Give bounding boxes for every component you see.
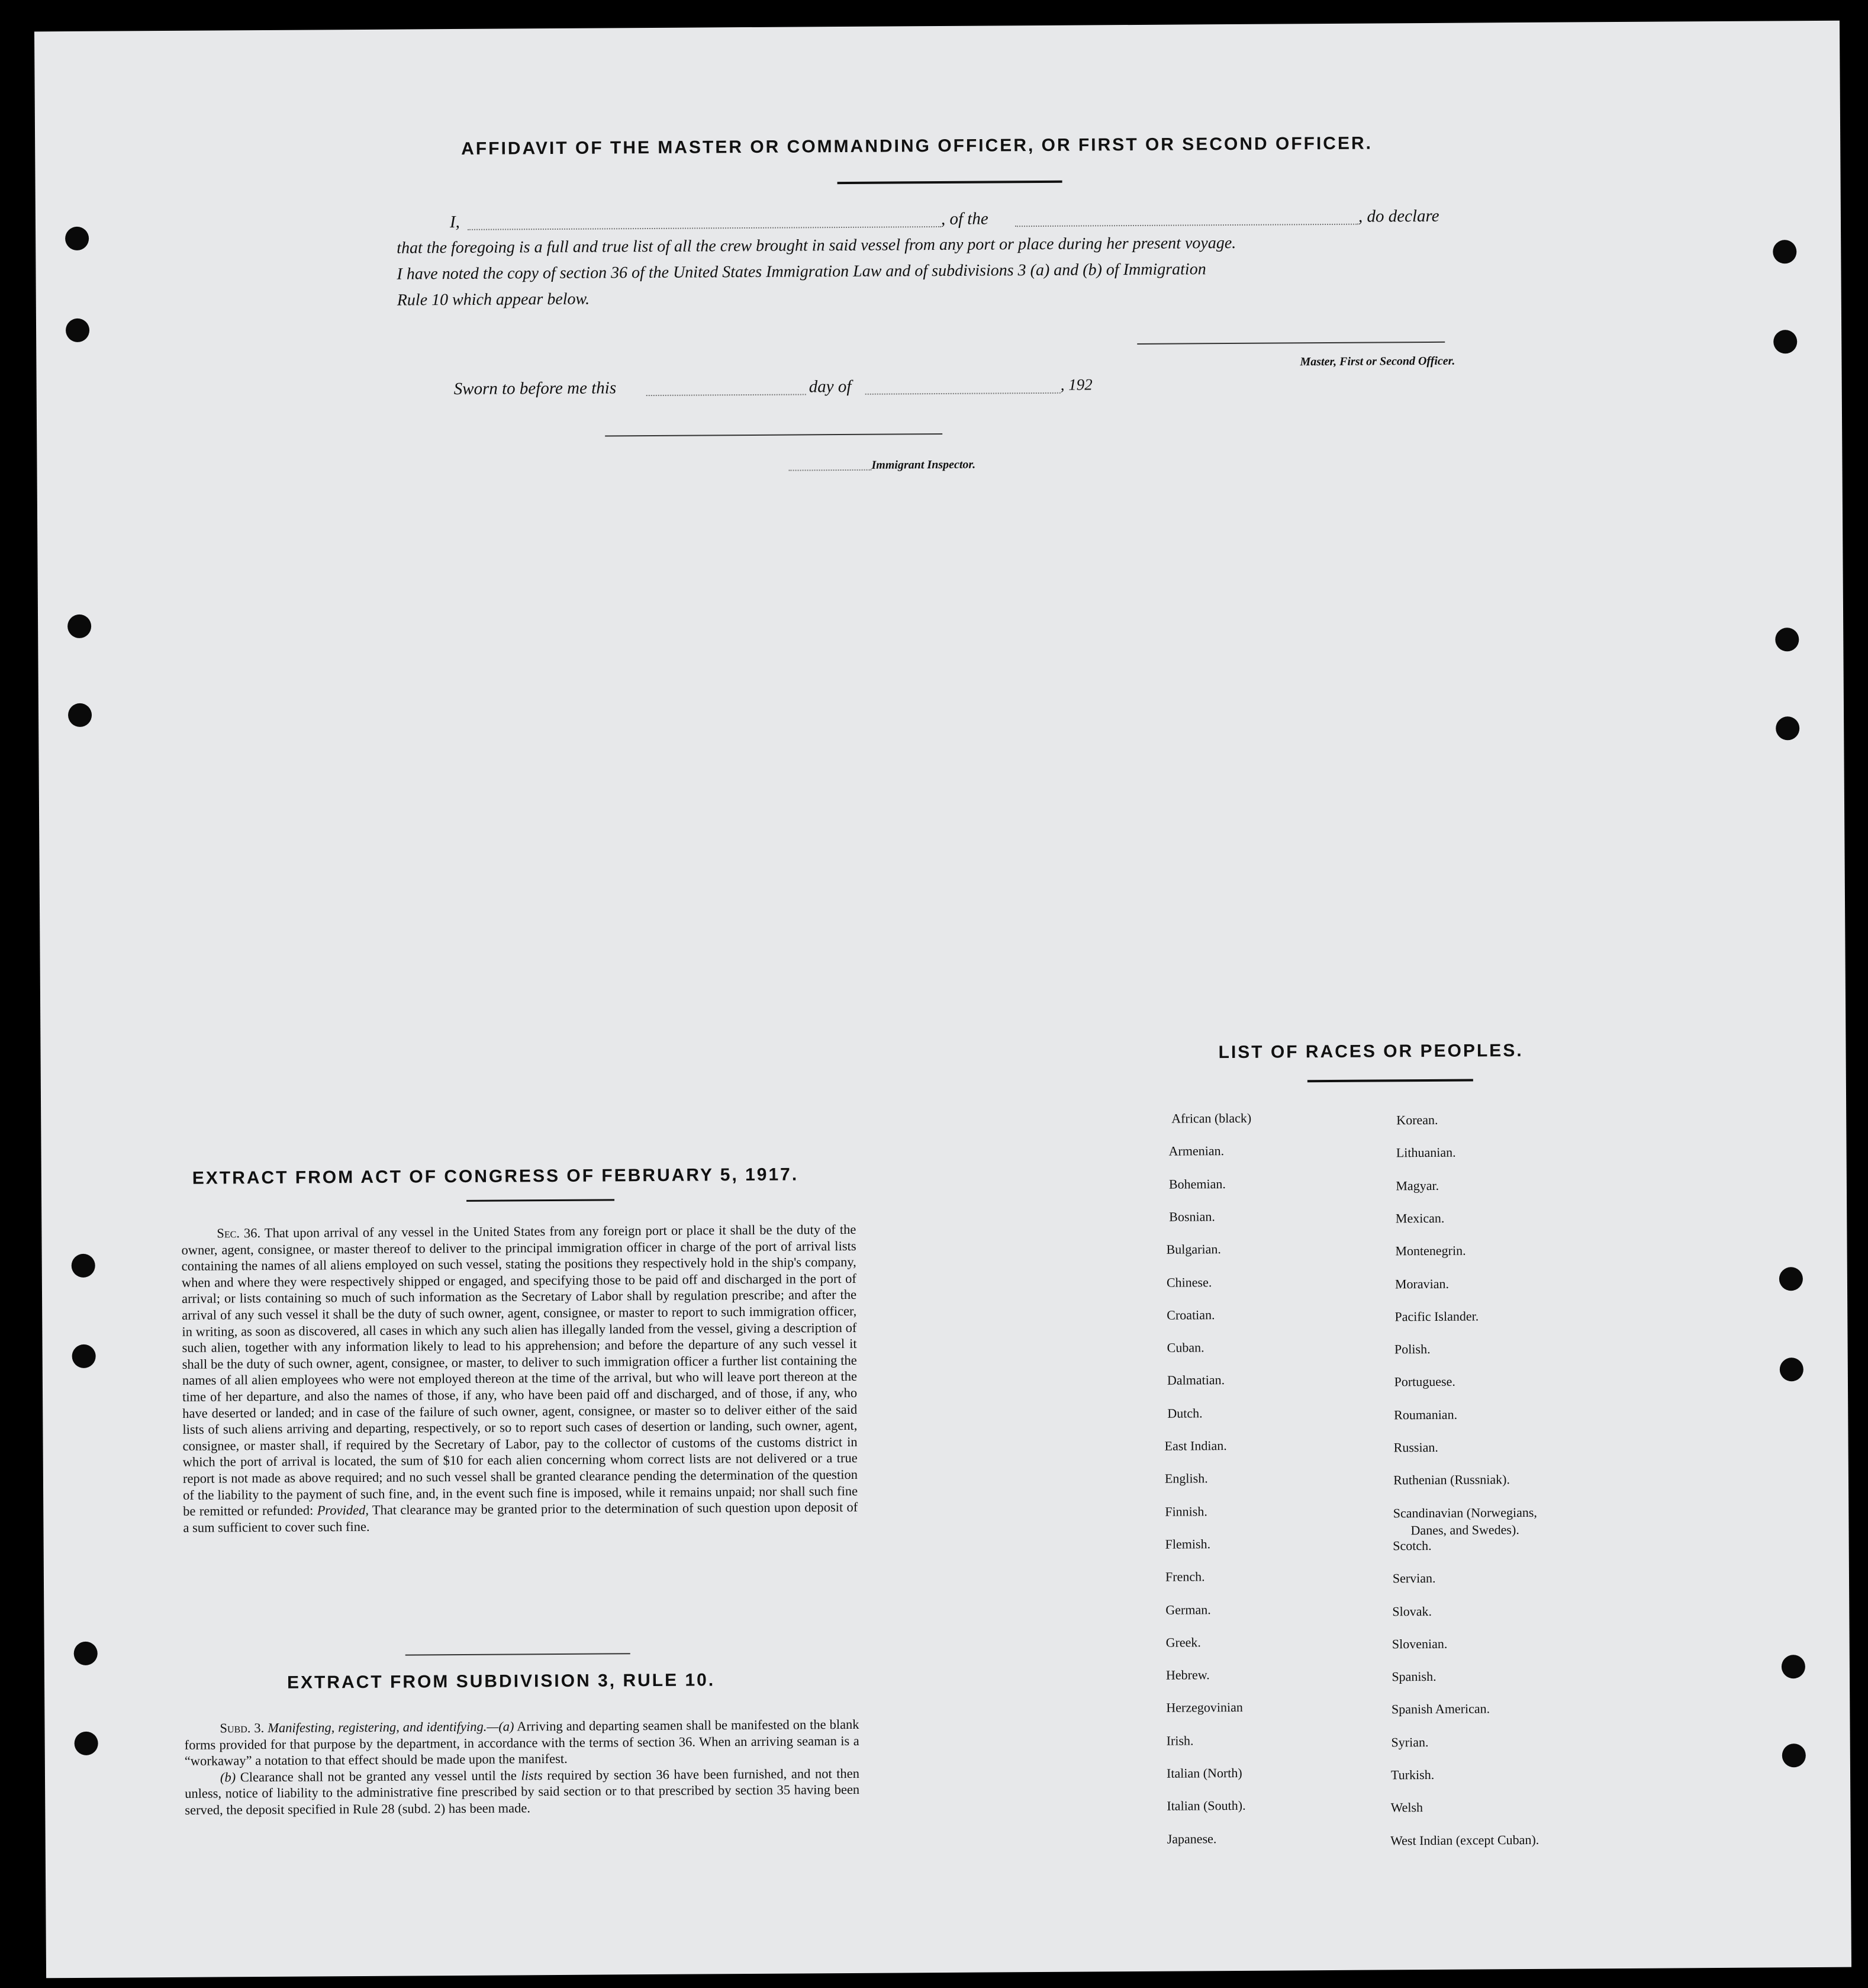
declaration-line-2: that the foregoing is a full and true list of all the crew brought in said vessel from any port or place during her present voyage. [397, 233, 1236, 258]
inspector-port-field[interactable] [789, 469, 872, 471]
punch-hole [72, 1344, 96, 1368]
race-item: Spanish American. [1391, 1701, 1490, 1717]
title-rule [838, 181, 1062, 184]
sworn-day-of: day of [809, 377, 852, 397]
race-item: Italian (South). [1167, 1798, 1246, 1814]
punch-hole [1779, 1267, 1803, 1291]
punch-hole [1773, 240, 1796, 263]
punch-hole [65, 227, 89, 250]
race-item: Lithuanian. [1396, 1145, 1456, 1160]
subd-lists-word: lists [521, 1767, 543, 1783]
race-item: Scotch. [1393, 1537, 1432, 1553]
race-item: Welsh [1390, 1800, 1423, 1815]
race-item: Polish. [1394, 1342, 1431, 1357]
race-item: Dalmatian. [1167, 1372, 1225, 1388]
punch-hole [1782, 1743, 1806, 1767]
subd-label: Subd. 3. [220, 1720, 265, 1736]
do-declare-text: , do declare [1358, 206, 1439, 226]
declarant-prefix: I, [449, 212, 460, 232]
sworn-year: , 192 [1060, 375, 1093, 394]
section-36-text [181, 1221, 858, 1536]
race-item: Slovenian. [1392, 1636, 1448, 1652]
race-item: Spanish. [1392, 1669, 1437, 1684]
signature-line[interactable] [1137, 342, 1445, 345]
race-item: East Indian. [1164, 1438, 1227, 1453]
act-title-rule [466, 1199, 614, 1202]
race-item-continuation: Danes, and Swedes). [1410, 1522, 1519, 1538]
subd-b-label: (b) [220, 1770, 236, 1785]
race-item: Russian. [1393, 1439, 1438, 1455]
race-item: Korean. [1396, 1112, 1438, 1128]
rule-extract-title: EXTRACT FROM SUBDIVISION 3, RULE 10. [286, 1670, 716, 1693]
race-item: German. [1165, 1601, 1211, 1617]
race-item: Moravian. [1394, 1276, 1450, 1291]
race-item: Montenegrin. [1395, 1243, 1466, 1259]
races-left-column [34, 21, 1840, 32]
race-item: Ruthenian (Russniak). [1393, 1472, 1510, 1488]
section-label: Sec. 36. [217, 1225, 261, 1241]
punch-hole [66, 319, 89, 342]
subdivision-3-text [184, 1716, 859, 1819]
race-item: Syrian. [1391, 1734, 1429, 1750]
race-item: Hebrew. [1165, 1667, 1210, 1683]
race-item: Japanese. [1167, 1831, 1217, 1847]
race-item: Cuban. [1167, 1340, 1204, 1355]
race-item: Herzegovinian [1166, 1700, 1243, 1716]
race-item: Dutch. [1167, 1405, 1203, 1421]
races-right-column [34, 21, 1840, 32]
section-body-end: That clearance may be granted prior to the determination of such question upon deposit of a sum sufficient to cover such fine. [183, 1499, 858, 1535]
declarant-name-field[interactable] [468, 226, 941, 230]
race-item: Scandinavian (Norwegians, [1393, 1504, 1537, 1520]
manifest-page [34, 21, 1851, 1979]
race-item: Turkish. [1390, 1767, 1435, 1783]
race-item: Servian. [1392, 1571, 1436, 1586]
declaration-line-4: Rule 10 which appear below. [397, 289, 590, 310]
signature-caption: Master, First or Second Officer. [1300, 354, 1455, 369]
sworn-month-field[interactable] [865, 393, 1061, 395]
race-item: Italian (North) [1166, 1765, 1242, 1781]
subd-para-b-2: required by section 36 have been furnished, and not then unless, notice of liability to the administrative fine prescribed by said section or to that prescribed by section 35 having been served, the deposit specified in Rule 28 (subd. 2) has been made. [185, 1765, 860, 1817]
race-item: Mexican. [1395, 1210, 1445, 1226]
race-item: Bohemian. [1168, 1176, 1226, 1192]
punch-hole [74, 1642, 98, 1665]
section-divider [405, 1653, 630, 1655]
race-item: Pacific Islander. [1394, 1308, 1479, 1324]
race-item: Finnish. [1165, 1503, 1207, 1519]
section-body: That upon arrival of any vessel in the United States from any foreign port or place it shall be the duty of the owner, agent, consignee, or master thereof to deliver to the principal immigration officer in charge of the port of arrival lists containing the names of all aliens employed on such vessel, stating the positions they respectively hold in the ship's company, when and where they were respectively shipped or engaged, and specifying those to be paid off and discharged in the port of arrival; or lists containing so much of such information as the Secretary of Labor shall by regulation prescribe; and after the arrival of any such vessel it shall be the duty of such owner, agent, consignee, or master to report to such immigration officer, in writing, as soon as discovered, all cases in which any such alien has illegally landed from the vessel, giving a description of such alien, together with any information likely to lead to his apprehension; and before the departure of any such vessel it shall be the duty of such owner, agent, consignee, or master, to deliver to such immigration officer a further list containing the names of all alien employees who were not employed thereon at the time of the arrival, but who will leave port thereon at the time of her departure, and also the names of those, if any, who have been paid off and discharged, and of those, if any, who have deserted or landed; and in case of the failure of such owner, agent, consignee, or master so to deliver either of the said lists of such aliens arriving and departing, respectively, or so to report such cases of desertion or landing, such owner, agent, consignee, or master shall, if required by the Secretary of Labor, pay to the collector of customs of the customs district in which the port of arrival is located, the sum of $10 for each alien concerning whom correct lists are not delivered or a true report is not made as above required; and no such vessel shall be granted clearance pending the determination of the question of the liability to the payment of such fine, and, in the event such fine is imposed, while it remains unpaid; nor shall such fine be remitted or refunded: [181, 1221, 858, 1519]
provided-word: Provided, [317, 1503, 369, 1518]
race-item: Irish. [1166, 1733, 1194, 1748]
punch-hole [1782, 1655, 1805, 1678]
sworn-prefix: Sworn to before me this [453, 378, 617, 399]
race-item: African (black) [1171, 1110, 1252, 1126]
vessel-name-field[interactable] [1015, 224, 1358, 227]
punch-hole [75, 1732, 98, 1755]
race-item: Flemish. [1165, 1536, 1211, 1552]
punch-hole [72, 1254, 95, 1278]
inspector-caption: Immigrant Inspector. [871, 458, 976, 472]
race-item: English. [1164, 1471, 1208, 1487]
punch-hole [1776, 716, 1799, 740]
punch-hole [67, 615, 91, 638]
race-item: Bulgarian. [1166, 1241, 1221, 1257]
affidavit-title: AFFIDAVIT OF THE MASTER OR COMMANDING OFFICER, OR FIRST OR SECOND OFFICER. [461, 133, 1373, 159]
race-item: Portuguese. [1394, 1374, 1455, 1389]
declaration-line-3: I have noted the copy of section 36 of the United States Immigration Law and of subdivisions 3 (a) and (b) of Immigration [397, 260, 1206, 284]
races-title: LIST OF RACES OR PEOPLES. [1218, 1041, 1524, 1063]
race-item: Magyar. [1396, 1178, 1439, 1193]
subd-para-b-1: Clearance shall not be granted any vessel until the [240, 1768, 517, 1785]
race-item: Roumanian. [1394, 1407, 1458, 1423]
race-item: West Indian (except Cuban). [1390, 1832, 1540, 1848]
race-item: Croatian. [1167, 1307, 1215, 1323]
race-item: Chinese. [1166, 1274, 1212, 1290]
race-item: French. [1165, 1569, 1205, 1584]
race-item: Greek. [1165, 1635, 1201, 1650]
races-title-rule [1307, 1079, 1473, 1083]
subd-heading: Manifesting, registering, and identifying.—(a) [268, 1719, 514, 1735]
race-item: Slovak. [1392, 1603, 1432, 1619]
subd-para-a: Arriving and departing seamen shall be manifested on the blank forms provided for that purpose by the department, in accordance with the terms of section 36. When an arriving seaman is a “workaway” a notation to that effect should be made upon the manifest. [184, 1716, 859, 1769]
race-item: Armenian. [1168, 1143, 1225, 1159]
act-extract-title: EXTRACT FROM ACT OF CONGRESS OF FEBRUARY 5, 1917. [192, 1165, 799, 1188]
race-item: Bosnian. [1169, 1209, 1215, 1224]
punch-hole [68, 703, 92, 727]
sworn-day-field[interactable] [646, 394, 806, 396]
inspector-signature-line[interactable] [605, 433, 942, 436]
punch-hole [1773, 330, 1797, 353]
punch-hole [1780, 1357, 1803, 1381]
punch-hole [1775, 628, 1799, 651]
vessel-prefix: , of the [941, 209, 988, 229]
